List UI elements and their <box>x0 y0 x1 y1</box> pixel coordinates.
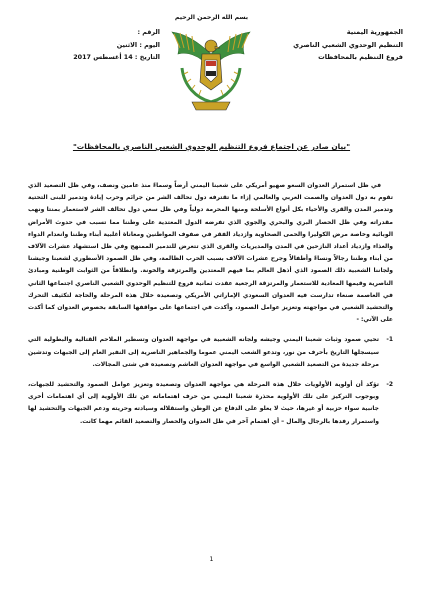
eagle-emblem-icon <box>168 24 254 114</box>
org-country: الجمهورية اليمنية <box>346 28 403 36</box>
org-name: التنظيم الوحدوي الشعبي الناصري <box>293 40 403 49</box>
org-branches: فروع التنظيم بالمحافظات <box>318 53 403 61</box>
reference-block <box>20 26 160 64</box>
item-number: 1- <box>386 336 393 344</box>
ref-day: اليوم : الاثنين <box>116 40 160 49</box>
ref-date: التاريخ : 14 أغسطس 2017 <box>73 53 160 61</box>
list-item <box>28 334 393 371</box>
list-item <box>28 379 393 428</box>
basmala: بسم الله الرحمن الرحيم <box>174 14 249 21</box>
item-number: 2- <box>386 381 393 389</box>
statement-body <box>28 180 393 436</box>
item-text: تؤكد أن أولوية الأولويات خلال هذه المرحلة هي مواجهة العدوان وتصعيده وتعزيز عوامل الصمود والتحشيد للجبهات، وبوجوب التركيز على تلك الأولوية محذرة شعبنا اليمني من حرف اهتماماته عن تلك الأولوية إلى أي اهتمامات أخرى جانبية سواء حزبية أو غيرها، حيث لا يعلو على الدفاع عن الوطن واستقلاله وسيادته وحريته ودعم الجبهات والتحشيد لها واستمرار رفدها بالرجال والمال – أي اهتمام آخر في ظل العدوان والحصار والتصعيد القائم مهما كانت. <box>28 381 379 425</box>
org-header <box>263 26 403 64</box>
ref-number: الرقم : <box>137 28 160 36</box>
item-text: تحيي صمود وثبات شعبنا اليمني وجيشه ولجانه الشعبية في مواجهة العدوان وتسطير الملاحم القتالية والبطولية التي سيسجلها التاريخ بأحرف من نور، وتدعو الشعب اليمني عموما والجماهير الناصرية إلى النفير العام إلى الجبهات وتدشين مرحلة جديدة من التصعيد الشعبي الواسع في مواجهة العدوان الغاشم وتصعيده في شتى المجالات. <box>28 336 379 368</box>
statement-title: "بيان صادر عن اجتماع فروع التنظيم الوحدوي الشعبي الناصري بالمحافظات" <box>72 142 351 151</box>
page-number: 1 <box>209 555 214 563</box>
intro-paragraph: في ظل استمرار العدوان السعو صهيو أمريكي على شعبنا اليمني أرضاً وسماءً منذ عامين ونصف، وفي ظل التصعيد الذي تقوم به دول العدوان والصمت العربي والعالمي إزاء ما تقترفه دول تحالف الشر من جرائم وحرب إبادة وتدمير للبنى التحتية وتدمير المدن والقرى والأحياء بكل أنواع الأسلحة ومنها المحرمة دولياً وفي ظل سعي دول تحالف الشر لاستعمار بمنتا ونهب مقدراته وفي ظل الحصار البري والبحري والجوي الذي تفرضه الدول المعتدية على وطننا مما تسبب في حدوث الأمراض الوبائية وخاصة مرض الكوليرا والحمى الصحاوية وازدياد الفقر في صفوف المواطنين ومعاناة أغلبية أبناء وطننا وانعدام الدواء والغذاء وازدياد أعداد النازحين في المدن والمديريات والقرى الذي تتعرض للتدمير الممنهج وفي ظل استشهاد عشرات الآلاف من أبناء وطننا رجالاً ونساءً وأطفالاً وجرح عشرات الآلاف بسبب الحرب الظالمة، وفي ظل الصمود الأسطوري لشعبنا وجيشنا ولجاننا الشعبية ذلك الصمود الذي أذهل العالم بما فيهم المعتدين والمرتزقة والخونة. وانطلاقاً من الثوابت الوطنية ومبادئ الناصرية وقيمها المعادية للاستعمار والمرتزقة الرجعية عقدت ثمانية فروع للتنظيم الوحدوي الشعبي الناصري اجتماعها الثاني في العاصمة صنعاء تدارست فيه العدوان السعودي الإماراتي الأمريكي وتصعيده خلال هذه المرحلة والحاجة لتكثيف التحرك والتحشيد الشعبي في مواجهته وتعزيز عوامل الصمود، وأكدت في اجتماعها على مواقفها السابقة بخصوص العدوان كما أكدت على الآتي: - <box>28 182 393 324</box>
